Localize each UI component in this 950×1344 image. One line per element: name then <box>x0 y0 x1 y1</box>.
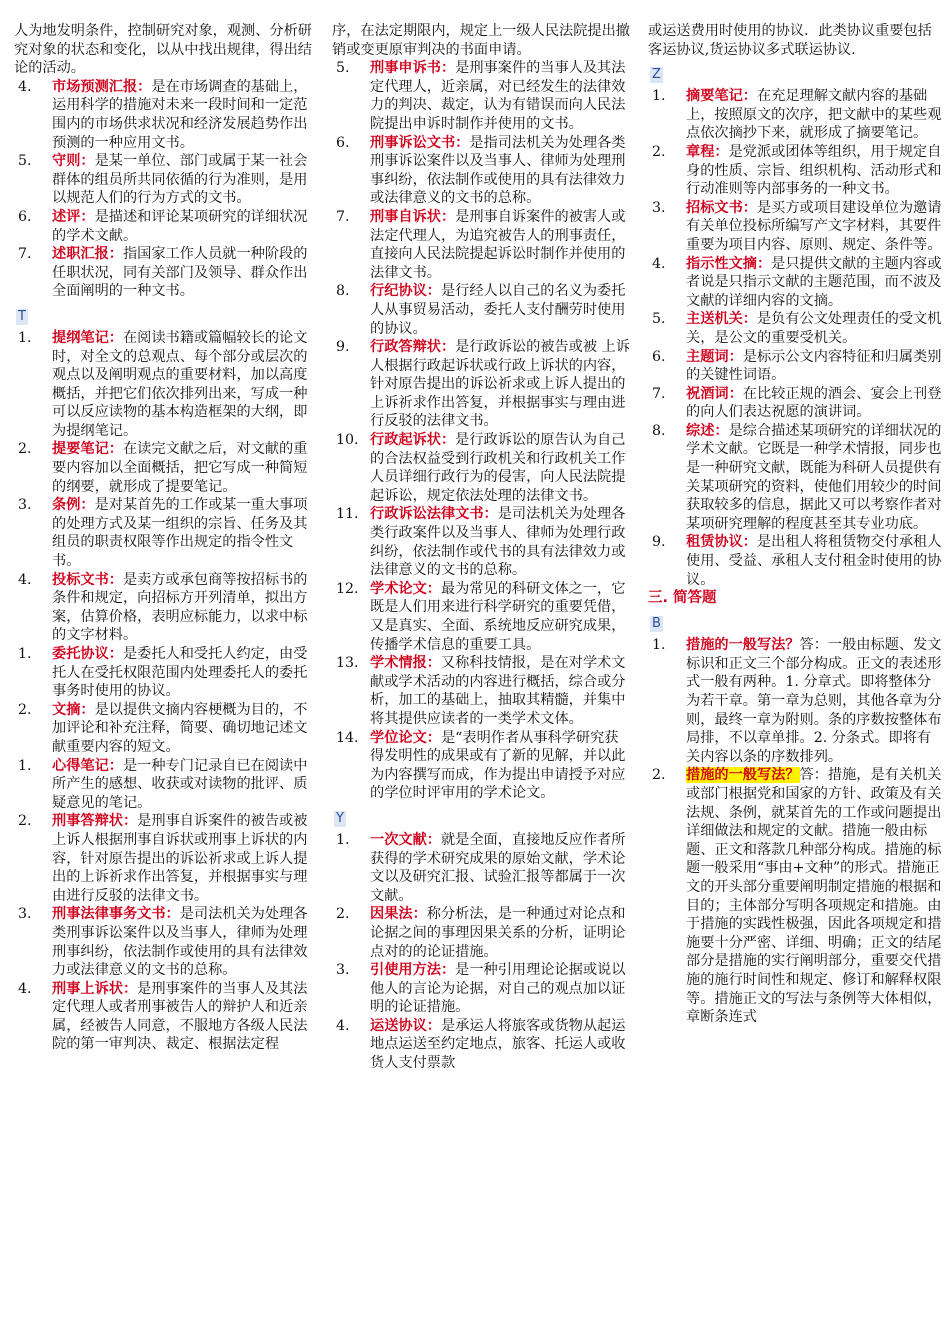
entry-separator: ： <box>742 534 757 551</box>
entry-term: 述职汇报 <box>52 246 109 263</box>
entry-number: 4. <box>18 571 32 588</box>
entry-term: 指示性文摘 <box>686 255 757 272</box>
index-letter: T <box>18 308 26 324</box>
entry-number: 1. <box>18 329 32 346</box>
entry-text: 是买方或项目建设单位为邀请有关单位投标所编写产文字材料，其要件重要为项目内容、原则、规定、条件等。 <box>686 199 942 253</box>
glossary-entry <box>14 440 314 496</box>
entry-text: 是描述和评论某项研究的详细状况的学术文献。 <box>52 208 308 244</box>
entry-term: 租赁协议 <box>686 534 743 551</box>
entry-term: 行政起诉状 <box>370 432 441 449</box>
entry-text: 在比较正规的酒会、宴会上刊登的向人们表达祝愿的演讲词。 <box>686 385 942 421</box>
entry-term: 委托协议 <box>52 646 109 662</box>
entry-number: 2. <box>652 767 666 784</box>
entry-number: 2. <box>18 701 32 718</box>
glossary-entry <box>648 87 942 143</box>
entry-term: 学位论文 <box>370 729 427 746</box>
entry-text: 答：一般由标题、发文标识和正文三个部分构成。正文的表述形式一般有两种。1. 分章式。即将整体分为若干章。第一章为总则，其他各章为分则，最终一章为附则。条的序数按整体布局排，不以章单排。2. 分条式。即将有关内容以条的序数排列。 <box>686 637 942 765</box>
entry-number: 2. <box>336 906 350 923</box>
entry-text: 是指司法机关为处理各类刑事诉讼案件以及当事人、律师为处理刑事纠纷，依法制作或使用的具有法律效力或法律意义的文书的总称。 <box>370 134 626 207</box>
entry-number: 8. <box>652 422 666 439</box>
entry-term: 学术情报 <box>370 655 427 672</box>
entry-number: 9. <box>652 534 666 551</box>
entry-term: 行政答辩状 <box>370 339 441 356</box>
entry-term: 章程 <box>686 143 715 160</box>
entry-number: 2. <box>18 813 32 830</box>
index-letter: B <box>652 616 661 632</box>
entry-separator: ： <box>426 283 441 300</box>
glossary-entry <box>332 654 632 728</box>
entry-term: 刑事诉讼文书 <box>370 134 456 151</box>
entry-term: 刑事自诉状 <box>370 208 441 225</box>
entry-text: 指国家工作人员就一种阶段的任职状况，同有关部门及领导、群众作出全面阐明的一种文书。 <box>52 246 308 300</box>
entry-number: 3. <box>18 497 32 514</box>
entry-number: 3. <box>652 199 666 216</box>
glossary-entry <box>332 208 632 282</box>
entry-number: 5. <box>18 153 32 170</box>
entry-separator: ： <box>108 571 123 588</box>
entry-text: 是行政诉讼的被告或被 上诉人根据行政起诉状或行政上诉状的内容，针对原告提出的诉讼祈求或上诉人提出的上诉祈求作出答复，并根据事实与理由进行反驳的法律文书。 <box>370 339 630 430</box>
entry-number: 3. <box>18 906 32 923</box>
entry-separator: ： <box>108 757 123 774</box>
glossary-entry <box>648 348 942 385</box>
entry-separator: ： <box>108 246 123 263</box>
glossary-entry <box>332 282 632 338</box>
entry-number: 6. <box>652 348 666 365</box>
entry-term: 综述 <box>686 422 715 439</box>
entry-separator: ： <box>742 88 757 105</box>
glossary-entry <box>14 757 314 813</box>
entry-number: 3. <box>336 962 350 979</box>
glossary-entry <box>332 505 632 579</box>
entry-separator: ： <box>455 134 470 151</box>
entry-separator: ： <box>108 646 123 662</box>
entry-number: 11. <box>336 506 359 523</box>
glossary-entry <box>332 338 632 431</box>
glossary-entry <box>648 385 942 422</box>
entry-number: 6. <box>18 208 32 225</box>
entry-term: 行纪协议 <box>370 283 427 300</box>
entry-text: 是以提供文摘内容梗概为目的，不加评论和补充注释，简要、确切地记述文献重要内容的短文。 <box>52 701 308 755</box>
glossary-entry <box>332 580 632 654</box>
entry-term: 市场预测汇报 <box>52 78 138 95</box>
entry-term: 投标文书 <box>52 571 109 588</box>
column-middle <box>332 22 632 1073</box>
entry-separator: ： <box>728 348 743 365</box>
entry-separator: ： <box>440 432 456 449</box>
entry-separator: ： <box>165 906 180 923</box>
entry-number: 5. <box>336 60 350 77</box>
entry-text: 是一种引用理论论据或说以他人的言论为论据，对自己的观点加以证明的论证措施。 <box>370 962 626 1016</box>
entry-term: 运送协议 <box>370 1017 427 1034</box>
entry-separator: ： <box>426 655 441 672</box>
entry-term: 措施的一般写法？ <box>686 637 800 654</box>
entry-separator: ： <box>80 497 95 514</box>
glossary-entry <box>648 422 942 534</box>
entry-text: 是司法机关为处理各类行政案件以及当事人、律师为处理行政纠纷，依法制作或代书的具有法律效力或法律意义的文书的总称。 <box>370 506 626 579</box>
glossary-entry <box>332 905 632 961</box>
entry-text: 是委托人和受托人约定，由受托人在受托权限范围内处理委托人的委托事务时使用的协议。 <box>52 646 308 700</box>
entry-separator: ： <box>426 831 441 848</box>
entry-number: 4. <box>18 980 32 997</box>
entry-separator: ： <box>742 199 757 216</box>
entry-separator: ： <box>426 729 441 746</box>
entry-separator: ： <box>742 311 757 328</box>
entry-text: 是负有公文处理责任的受文机关，是公文的重要受机关。 <box>686 311 942 346</box>
continued-text: 序，在法定期限内，规定上一级人民法院提出撤销或变更原审判决的书面申请。 <box>332 23 630 58</box>
entry-text: 是对某首先的工作或某一重大事项的处理方式及某一组织的宗旨、任务及其组员的职责权限等作出规定的指令性文书。 <box>52 497 308 570</box>
entry-number: 13. <box>336 655 359 672</box>
entry-term: 文摘 <box>52 701 81 718</box>
index-letter: Z <box>652 67 661 83</box>
entry-term: 条例 <box>52 497 81 514</box>
entry-text: 是标示公文内容特征和归属类别的关键性词语。 <box>686 348 942 384</box>
column-left <box>14 22 314 1054</box>
entry-separator: ： <box>714 422 729 439</box>
entry-number: 7. <box>18 246 32 263</box>
entry-number: 4. <box>18 78 32 95</box>
glossary-entry <box>648 636 942 766</box>
continued-text: 人为地发明条件，控制研究对象，观测、分析研究对象的状态和变化，以从中找出规律，得出结论的活动。 <box>14 23 312 77</box>
entry-text: 是承运人将旅客或货物从起运地点运送至约定地点，旅客、托运人或收货人支付票款 <box>370 1017 626 1072</box>
entry-text: 是刑事自诉案件的被害人或法定代理人，为追究被告人的刑事责任，直接向人民法院提起诉讼时制作并使用的法律文书。 <box>370 208 626 281</box>
entry-number: 1. <box>336 831 350 848</box>
glossary-entry <box>648 255 942 311</box>
entry-text: 又称科技情报，是在对学术文献或学术活动的内容进行概括，综合或分析，加工的基础上，抽取其精髓，并集中将其提供应读者的一类学术文体。 <box>370 655 626 727</box>
entry-term: 刑事法律事务文书 <box>52 906 166 923</box>
glossary-entry <box>648 310 942 347</box>
entry-term: 措施的一般写法？ <box>686 767 800 784</box>
entry-number: 1. <box>652 637 666 654</box>
entry-number: 9. <box>336 339 350 356</box>
glossary-entry <box>14 78 314 152</box>
entry-separator: ： <box>440 60 456 77</box>
entry-separator: ： <box>80 701 95 718</box>
entry-text: 是党派或团体等组织，用于规定自身的性质、宗旨、组织机构、活动形式和行动准则等内部事务的一种文书。 <box>686 143 942 198</box>
glossary-entry <box>332 134 632 208</box>
entry-number: 4. <box>652 255 666 272</box>
entry-number: 7. <box>336 208 350 225</box>
entry-separator: ： <box>483 506 498 523</box>
entry-text: 在阅读书籍或篇幅较长的论文时，对全文的总观点、每个部分或层次的观点以及阐明观点的重要材料，加以高度概括，并把它们依次排列出来，写成一种可以反应读物的基本构造框架的大纲，即为提纲笔记。 <box>52 329 308 439</box>
entry-separator: ： <box>728 385 743 402</box>
glossary-entry <box>332 431 632 505</box>
entry-number: 1. <box>18 646 32 662</box>
entry-term: 行政诉讼法律文书 <box>370 506 484 523</box>
entry-text: 是在市场调查的基础上，运用科学的措施对未来一段时间和一定范围内的市场供求状况和经济发展趋势作出预测的一种应用文书。 <box>52 78 308 151</box>
entry-number: 7. <box>652 385 666 402</box>
glossary-entry <box>332 831 632 905</box>
entry-separator: ： <box>122 980 138 997</box>
section-heading: 三. 简答题 <box>648 590 717 607</box>
entry-term: 守则 <box>52 153 81 170</box>
entry-term: 提纲笔记 <box>52 329 109 346</box>
entry-number: 1. <box>18 757 32 774</box>
entry-term: 学术论文 <box>370 580 427 597</box>
entry-term: 主题词 <box>686 348 729 365</box>
glossary-entry <box>332 961 632 1017</box>
entry-text: 是只提供文献的主题内容或者说是只指示文献的主题范围，而不波及文献的详细内容的文摘。 <box>686 255 942 309</box>
entry-text: 是一种专门记录自已在阅读中所产生的感想、收获或对读物的批评、质疑意见的笔记。 <box>52 757 308 811</box>
glossary-entry <box>14 812 314 905</box>
entry-text: 称分析法，是一种通过对论点和论据之间的事理因果关系的分析，证明论点对的的论证措施。 <box>370 906 626 960</box>
entry-text: 最为常见的科研文体之一，它既是人们用来进行科学研究的重要凭借，又是真实、全面、系统地反应研究成果，传播学术信息的重要工具。 <box>370 580 626 653</box>
entry-text: 是“表明作者从事科学研究获得发明性的成果或有了新的见解，并以此为内容撰写而成，作为提出申请授予对应的学位时评审用的学术论文。 <box>370 729 626 802</box>
entry-number: 14. <box>336 729 359 746</box>
entry-term: 提要笔记 <box>52 441 109 458</box>
glossary-entry <box>648 766 942 1026</box>
entry-term: 刑事答辩状 <box>52 813 123 830</box>
glossary-entry <box>14 496 314 570</box>
entry-term: 心得笔记 <box>52 757 109 774</box>
continued-text: 或运送费用时使用的协议．此类协议重要包括客运协议,货运协议多式联运协议. <box>648 23 932 58</box>
entry-separator: ： <box>714 143 729 160</box>
entry-term: 一次文献 <box>370 831 427 848</box>
glossary-entry <box>14 905 314 979</box>
entry-text: 在充足理解文献内容的基础上，按照原文的次序，把文献中的某些观点依次摘抄下来，就形成了摘要笔记。 <box>686 88 942 142</box>
entry-text: 是综合描述某项研究的详细状况的学术文献。它既是一种学术情报，同步也是一种研究文献，既能为科研人员提供有关某项研究的资料，使他们用较少的时间获取较多的信息，据此又可以考察作者对某项研究理解的程度甚至其专业功底。 <box>686 422 942 532</box>
glossary-entry <box>332 729 632 803</box>
entry-text: 答：措施，是有关机关或部门根据党和国家的方针、政策及有关法规、条例，就某首先的工作或问题提出详细做法和规定的文献。措施一般由标题、正文和落款几种部分构成。措施的标题一般采用“事由+文种”的形式。措施正文的开头部分重要阐明制定措施的根据和目的；主体部分写明各项规定和措施。由于措施的实践性极强，因此各项规定和措施要十分严密、详细、明确；正文的结尾部分是措施的实行阐明部分，重要交代措施的施行时间性和规定、修订和解释权限等。措施正文的写法与条例等大体相似，章断条连式 <box>686 767 942 1026</box>
entry-term: 述评 <box>52 208 81 225</box>
entry-separator: ： <box>440 208 456 225</box>
column-right <box>648 22 942 1027</box>
glossary-entry <box>648 143 942 199</box>
glossary-entry <box>332 1017 632 1073</box>
glossary-entry <box>14 701 314 757</box>
entry-number: 10. <box>336 432 359 449</box>
entry-term: 引使用方法 <box>370 962 441 979</box>
glossary-entry <box>14 571 314 645</box>
entry-term: 刑事申诉书 <box>370 60 441 77</box>
entry-term: 摘要笔记 <box>686 88 743 105</box>
glossary-entry <box>648 533 942 589</box>
entry-separator: ： <box>756 255 772 272</box>
entry-term: 刑事上诉状 <box>52 980 123 997</box>
glossary-entry <box>14 329 314 441</box>
entry-separator: ： <box>440 962 456 979</box>
entry-number: 12. <box>336 580 359 597</box>
entry-number: 8. <box>336 283 350 300</box>
entry-separator: ： <box>108 329 123 346</box>
entry-text: 是行政诉讼的原告认为自己的合法权益受到行政机关和行政机关工作人员详细行政行为的侵害，向人民法院提起诉讼，规定依法处理的法律文书。 <box>370 432 626 504</box>
entry-separator: ： <box>440 339 456 356</box>
entry-separator: ： <box>122 813 138 830</box>
entry-separator: ： <box>137 78 152 95</box>
entry-number: 1. <box>652 88 666 105</box>
entry-text: 就是全面，直接地反应作者所获得的学术研究成果的原始文献，学术论文以及研究汇报、试验汇报等都属于一次文献。 <box>370 831 626 904</box>
entry-text: 是刑事案件的当事人及其法定代理人，近亲属，对已经发生的法律效力的判决、裁定，认为有错误而向人民法院提出申诉时制作并使用的文书。 <box>370 60 626 132</box>
entry-text: 是司法机关为处理各类刑事诉讼案件以及当事人，律师为处理刑事纠纷，依法制作或使用的具有法律效力或法律意义的文书的总称。 <box>52 906 308 979</box>
entry-text: 是卖方或承包商等按招标书的条件和规定，向招标方开列清单，拟出方案，估算价格，表明应标能力，以求中标的文字材料。 <box>52 571 308 644</box>
entry-separator: ： <box>108 441 123 458</box>
entry-number: 2. <box>652 143 666 160</box>
glossary-entry <box>14 152 314 208</box>
glossary-entry <box>14 245 314 301</box>
entry-term: 因果法 <box>370 906 413 923</box>
entry-separator: ： <box>412 906 427 923</box>
glossary-entry <box>648 199 942 255</box>
index-letter: Y <box>336 810 344 826</box>
entry-term: 主送机关 <box>686 311 743 328</box>
entry-text: 是行经人以自己的名义为委托人从事贸易活动，委托人支付酬劳时使用的协议。 <box>370 283 626 337</box>
entry-term: 祝酒词 <box>686 385 729 402</box>
entry-separator: ： <box>80 153 95 170</box>
entry-text: 是某一单位、部门或属于某一社会群体的组员所共同依循的行为准则，是用以规范人们的行为方式的文书。 <box>52 153 308 207</box>
entry-number: 6. <box>336 134 350 151</box>
entry-text: 在读完文献之后，对文献的重要内容加以全面概括，把它写成一种简短的纲要，就形成了提要笔记。 <box>52 441 308 495</box>
entry-number: 5. <box>652 311 666 328</box>
glossary-entry <box>14 980 314 1054</box>
entry-term: 招标文书 <box>686 199 743 216</box>
glossary-entry <box>332 59 632 133</box>
entry-number: 4. <box>336 1017 350 1034</box>
glossary-entry <box>14 208 314 245</box>
entry-separator: ： <box>426 580 441 597</box>
entry-separator: ： <box>80 208 95 225</box>
entry-number: 2. <box>18 441 32 458</box>
entry-separator: ： <box>426 1017 441 1034</box>
glossary-entry <box>14 645 314 701</box>
entry-text: 是出租人将租赁物交付承租人使用、受益、承租人支付租金时使用的协议。 <box>686 534 942 588</box>
entry-text: 是刑事自诉案件的被告或被上诉人根据刑事自诉状或刑事上诉状的内容，针对原告提出的诉讼祈求或上诉人提出的上诉祈求作出答复，并根据事实与理由进行反驳的法律文书。 <box>52 813 308 904</box>
entry-text: 是刑事案件的当事人及其法定代理人或者刑事被告人的辩护人和近亲属，经被告人同意，不服地方各级人民法院的第一审判决、裁定、根据法定程 <box>52 980 308 1053</box>
